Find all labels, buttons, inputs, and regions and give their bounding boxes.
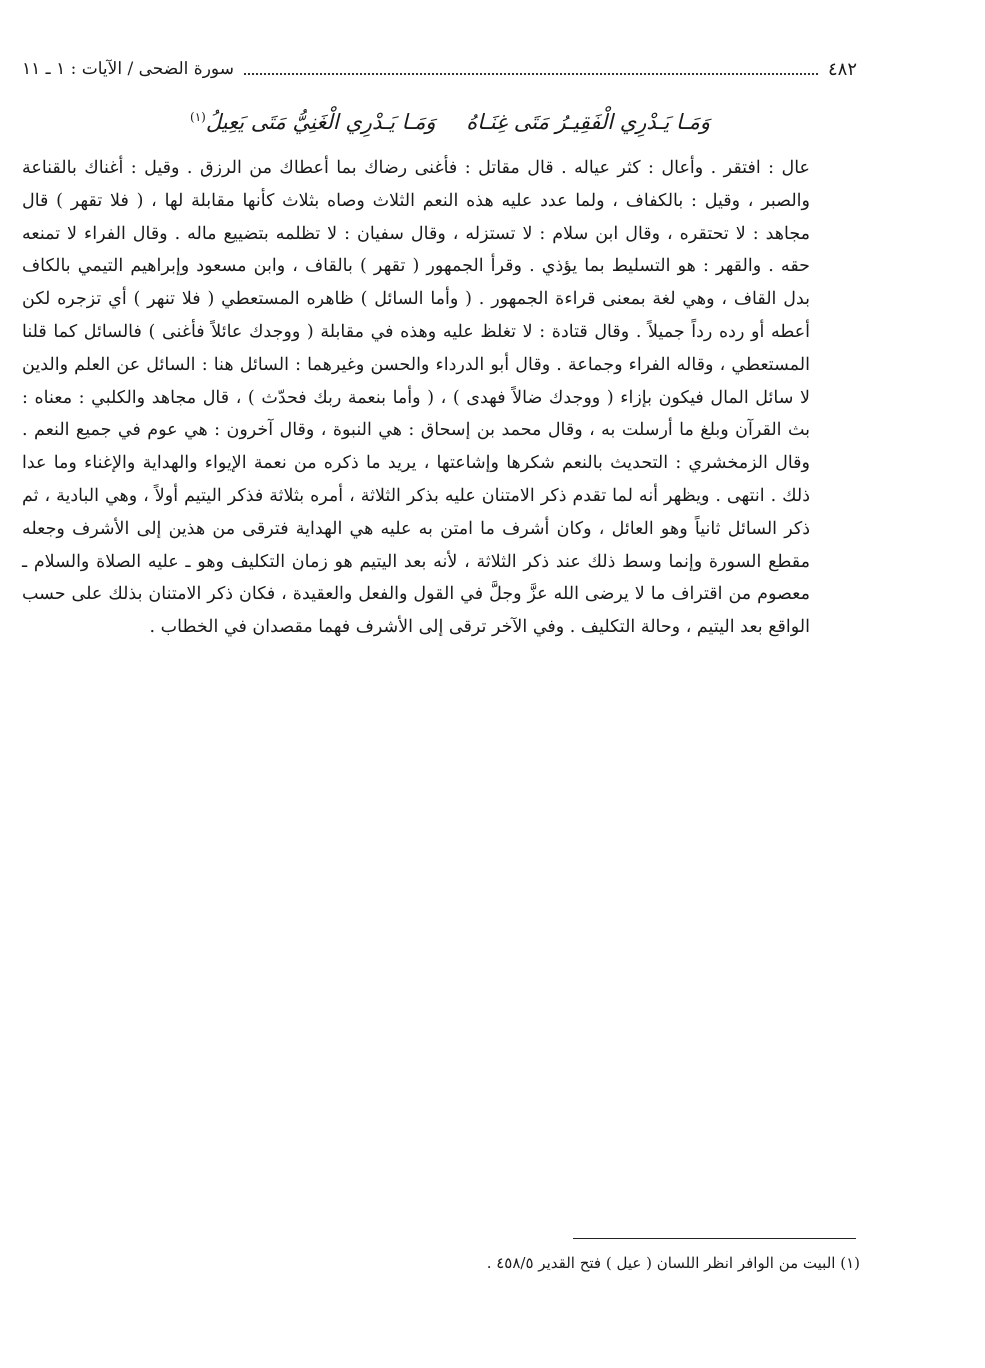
- body-paragraph: عال : افتقر . وأعال : كثر عياله . قال مقاتل : فأغنى رضاك بما أعطاك من الرزق . وقيل : أغناك بالقناعة والصبر ، وقيل : بالكفاف ، ولما عدد عليه هذه النعم الثلاث وصاه بثلاث كأنها مقابلة لها ، ( فلا تقهر ) قال مجاهد : لا تحتقره ، وقال ابن سلام : لا تستزله ، وقال سفيان : لا تظلمه بتضييع ماله . وقال الفراء لا تمنعه حقه . والقهر : هو التسليط بما يؤذي . وقرأ الجمهور ( تقهر ) بالقاف ، وابن مسعود وإبراهيم التيمي بالكاف بدل القاف ، وهي لغة بمعنى قراءة الجمهور . ( وأما السائل ) ظاهره المستعطي ( فلا تنهر ) أي تزجره لكن أعطه أو رده رداً جميلاً . وقال قتادة : لا تغلظ عليه وهذه في مقابلة ( ووجدك عائلاً فأغنى ) فالسائل كما قلنا المستعطي ، وقاله الفراء وجماعة . وقال أبو الدرداء والحسن وغيرهما : السائل هنا : السائل عن العلم والدين لا سائل المال فيكون بإزاء ( ووجدك ضالاً فهدى ) ، ( وأما بنعمة ربك فحدّث ) ، قال مجاهد والكلبي : معناه : بث القرآن وبلغ ما أرسلت به ، وقال محمد بن إسحاق : هي النبوة ، وقال آخرون : هي عوم في جميع النعم . وقال الزمخشري : التحديث بالنعم شكرها وإشاعتها ، يريد ما ذكره من نعمة الإيواء والهداية والإغناء وما عدا ذلك . انتهى . ويظهر أنه لما تقدم ذكر الامتنان عليه بذكر الثلاثة ، أمره بثلاثة فذكر اليتيم أولاً ، وهي البادية ، ثم ذكر السائل ثانياً وهو العائل ، وكان أشرف ما امتن به عليه هي الهداية فترقى من هذين إلى الأشرف وجعله مقطع السورة وإنما وسط ذلك عند ذكر الثلاثة ، لأنه بعد اليتيم هو زمان التكليف وهو ـ عليه الصلاة والسلام ـ معصوم من اقتراف ما لا يرضى الله عزَّ وجلَّ في القول والفعل والعقيدة ، فكان ذكر الامتنان بذلك على حسب الواقع بعد اليتيم ، وحالة التكليف . وفي الآخر ترقى إلى الأشرف فهما مقصدان في الخطاب .: [22, 158, 810, 638]
- footnote-reference: (١): [190, 110, 206, 124]
- poetry-verse: [190, 104, 710, 140]
- footnote-separator: [573, 1238, 856, 1239]
- page-number: ٤٨٢: [827, 58, 857, 80]
- verse-hemistich-left-text: وَمَـا يَـدْرِي الْغَنِيُّ مَتَى يَعِيلُ: [205, 110, 436, 134]
- running-header: [22, 56, 857, 82]
- header-dot-leader: [244, 73, 818, 75]
- header-title: سورة الضحى / الآيات : ١ ـ ١١: [22, 59, 234, 79]
- verse-hemistich-left: [190, 110, 436, 134]
- verse-hemistich-right: وَمَـا يَـدْرِي الْفَقِيـرُ مَتَى غِنَـاهُ: [466, 110, 710, 134]
- footnote: (١) البيت من الوافر انظر اللسان ( عيل ) فتح القدير ٤٥٨/٥ .: [486, 1254, 860, 1272]
- body-text: [22, 152, 810, 644]
